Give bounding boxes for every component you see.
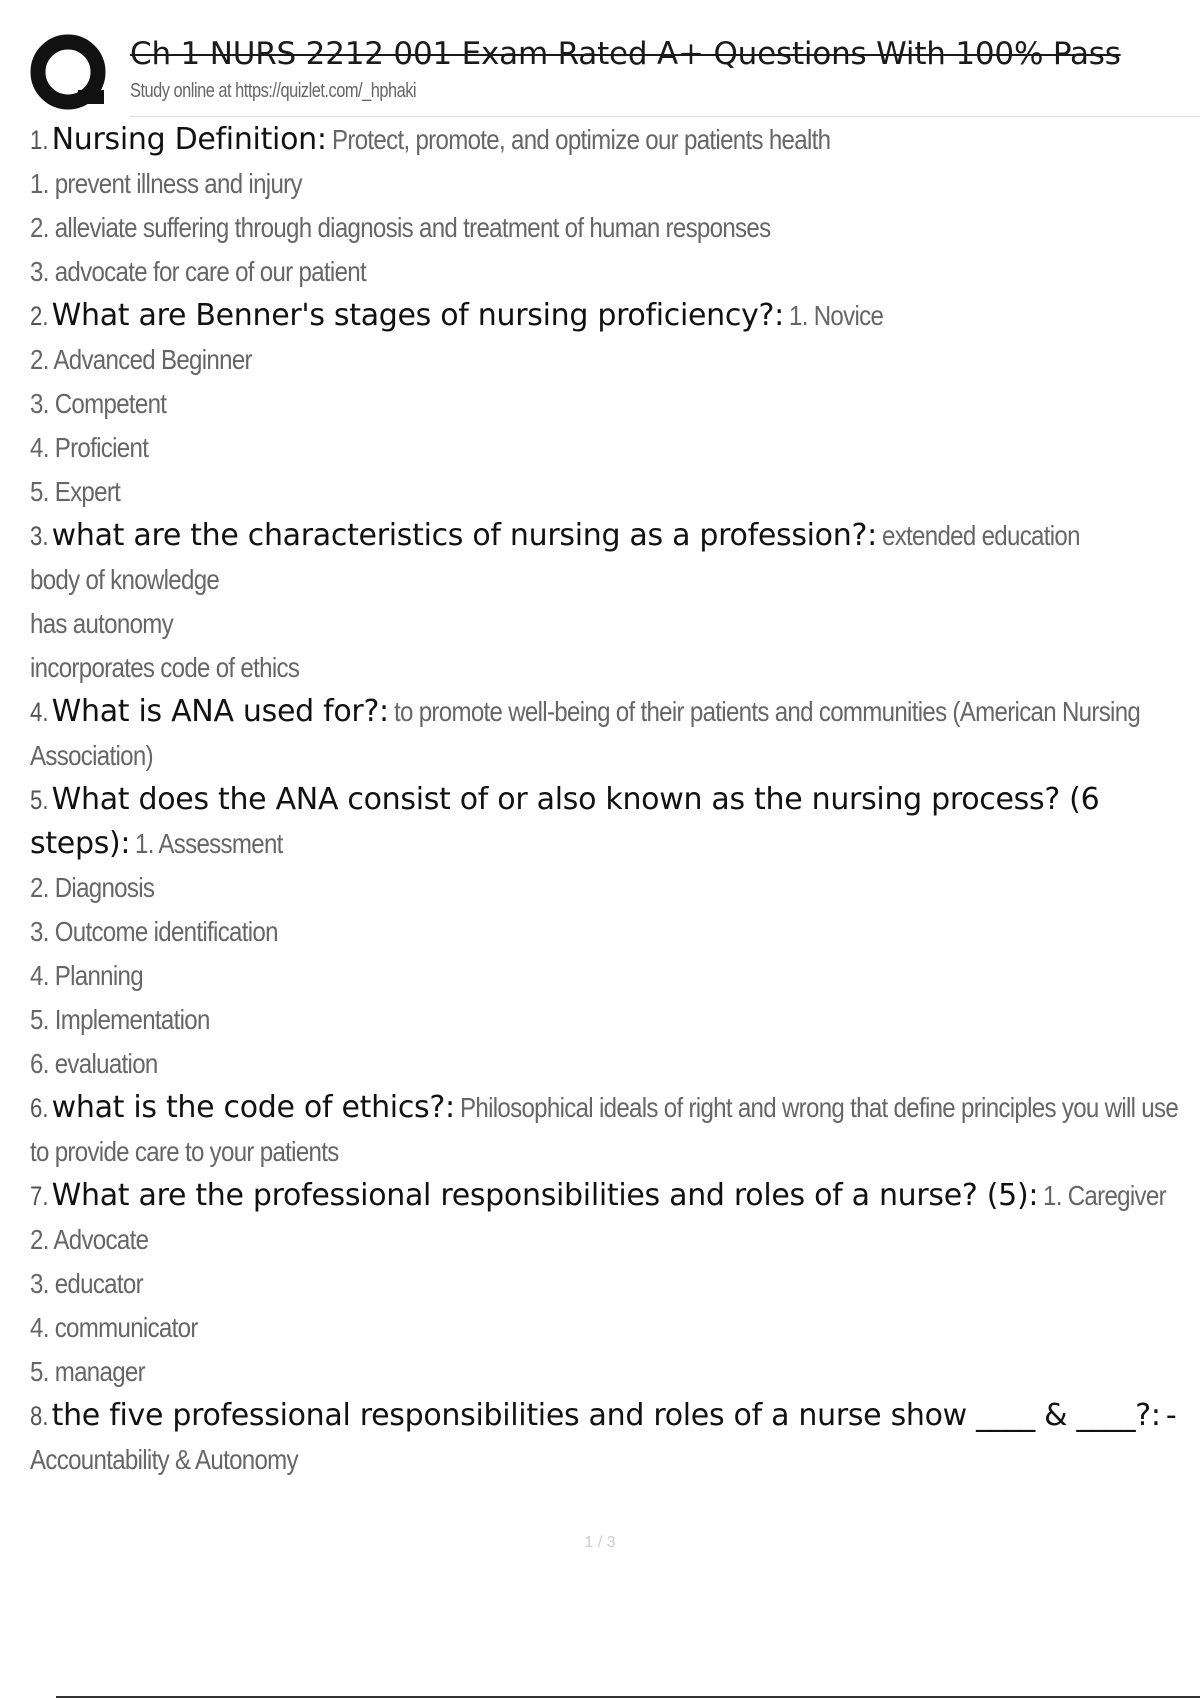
answer-line: 5. manager [30, 1356, 145, 1387]
answer-line: 1. prevent illness and injury [30, 168, 302, 199]
answer-line: Accountability & Autonomy [30, 1444, 298, 1475]
answer-line: body of knowledge [30, 564, 220, 595]
answer-line: 5. Expert [30, 476, 121, 507]
answer-line: 2. alleviate suffering through diagnosis and treatment of human responses [30, 212, 771, 243]
answer-line: to provide care to your patients [30, 1136, 339, 1167]
question-text: What are the professional responsibilities and roles of a nurse? (5): [51, 1178, 1039, 1213]
question-line [30, 294, 1200, 338]
page-number: 1 / 3 [584, 1534, 616, 1551]
question-line [30, 1394, 1200, 1438]
question-number: 6. [30, 1093, 49, 1123]
answer-line: 5. Implementation [30, 1004, 210, 1035]
question-line-continued [30, 822, 1200, 866]
study-online-link[interactable]: Study online at https://quizlet.com/_hphaki [130, 80, 417, 102]
answer-text: to promote well-being of their patients and communities (American Nursing [393, 696, 1141, 727]
answer-line: has autonomy [30, 608, 174, 639]
answer-line: 6. evaluation [30, 1048, 158, 1079]
header-divider [130, 116, 1200, 117]
question-line [30, 690, 1200, 734]
question-number: 7. [30, 1181, 49, 1211]
question-number: 1. [30, 125, 49, 155]
answer-line: 4. communicator [30, 1312, 198, 1343]
answer-line: 2. Advocate [30, 1224, 149, 1255]
question-text: steps): [30, 826, 131, 861]
question-text: the five professional responsibilities and roles of a nurse show ____ & ____?: [51, 1398, 1161, 1433]
document-header [30, 30, 1200, 118]
answer-text: - [1165, 1398, 1177, 1433]
flashcard-list [30, 118, 1200, 1482]
answer-text: extended education [881, 520, 1080, 551]
question-line [30, 1086, 1200, 1130]
answer-text: Philosophical ideals of right and wrong that define principles you will use [459, 1092, 1178, 1123]
answer-line: 3. educator [30, 1268, 143, 1299]
question-text: What is ANA used for?: [51, 694, 389, 729]
question-text: what is the code of ethics?: [51, 1090, 455, 1125]
footer-divider [56, 1696, 1200, 1698]
answer-line: incorporates code of ethics [30, 652, 300, 683]
question-text: what are the characteristics of nursing as a profession?: [51, 518, 877, 553]
question-line [30, 778, 1200, 822]
answer-text: 1. Novice [789, 300, 884, 331]
question-line [30, 118, 1200, 162]
answer-line: 3. Outcome identification [30, 916, 278, 947]
answer-text: Protect, promote, and optimize our patients health [331, 124, 831, 155]
question-number: 3. [30, 521, 49, 551]
answer-line: Association) [30, 740, 153, 771]
question-number: 5. [30, 785, 49, 815]
question-number: 4. [30, 697, 49, 727]
answer-text: 1. Caregiver [1043, 1180, 1167, 1211]
question-text: What are Benner's stages of nursing proficiency?: [51, 298, 784, 333]
answer-line: 4. Proficient [30, 432, 149, 463]
answer-line: 3. Competent [30, 388, 167, 419]
answer-line: 3. advocate for care of our patient [30, 256, 367, 287]
question-line [30, 514, 1200, 558]
question-line [30, 1174, 1200, 1218]
answer-line: 2. Advanced Beginner [30, 344, 252, 375]
question-number: 2. [30, 301, 49, 331]
answer-text: 1. Assessment [135, 828, 283, 859]
question-text: What does the ANA consist of or also known as the nursing process? (6 [51, 782, 1100, 817]
answer-line: 2. Diagnosis [30, 872, 155, 903]
question-text: Nursing Definition: [51, 122, 327, 157]
question-number: 8. [30, 1401, 49, 1431]
answer-line: 4. Planning [30, 960, 143, 991]
quizlet-logo-icon [30, 32, 112, 114]
document-title: Ch 1 NURS 2212 001 Exam Rated A+ Questions With 100% Pass [130, 36, 1121, 72]
